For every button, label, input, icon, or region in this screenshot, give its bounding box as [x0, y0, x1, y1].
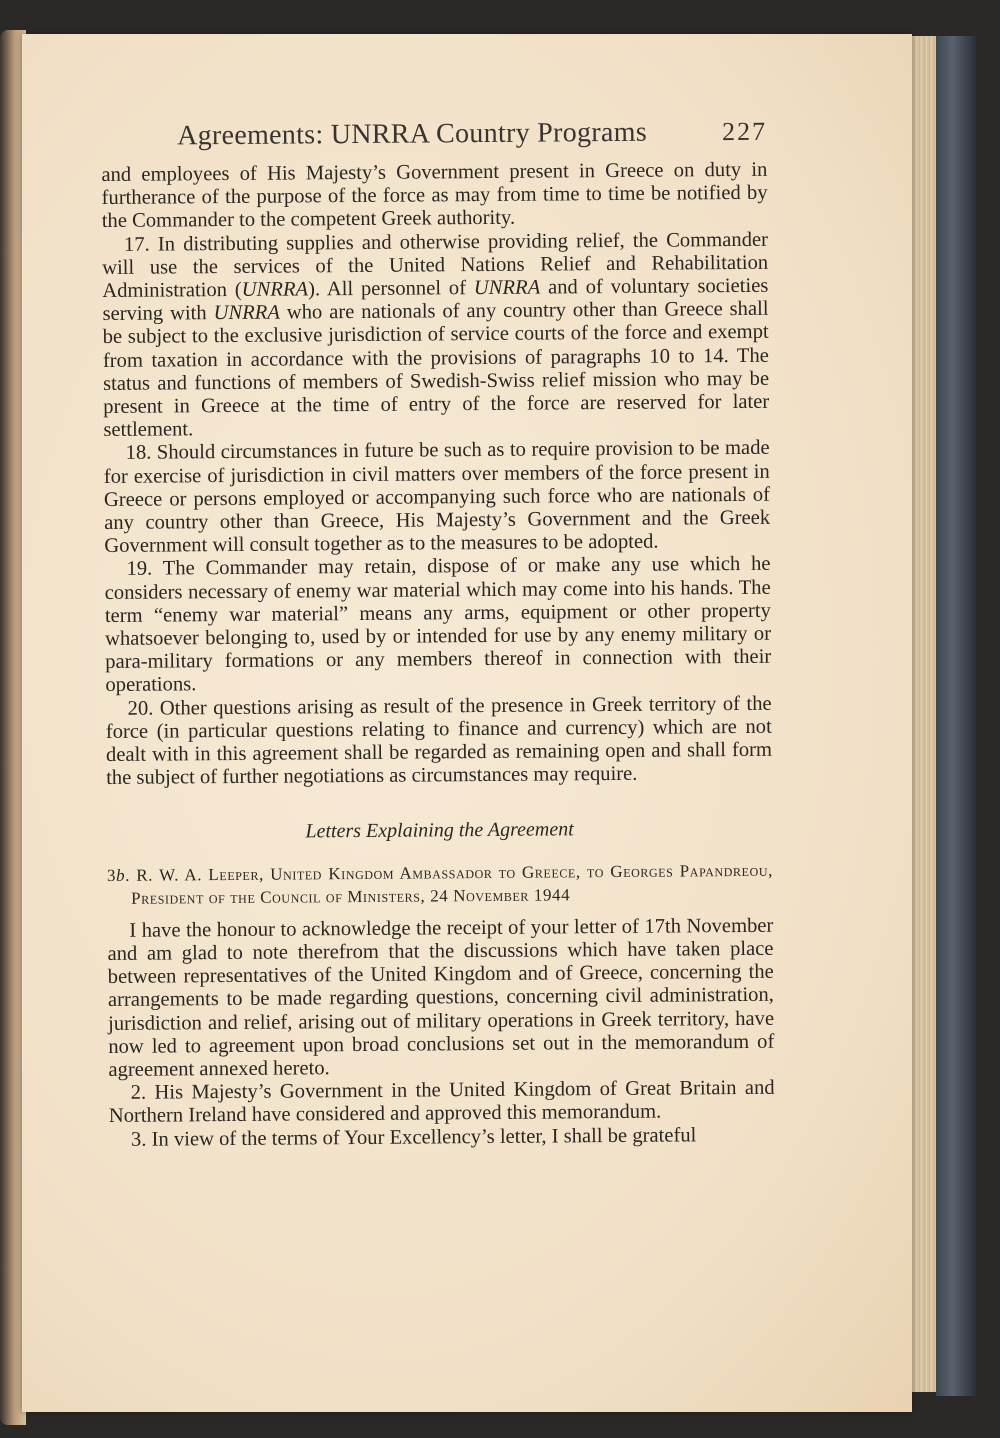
- running-title: Agreements: UNRRA Country Programs: [177, 116, 648, 152]
- paragraph-18: 18. Should circumstances in future be such as to require provision to be made for exercise of jurisdiction in civil matters over members of the force present in Greece or persons employed or accompanying such force who are nationals of any country other than Greece, His Majesty’s Government and the Greek Government will consult together as to the measures to be adopted.: [103, 437, 771, 558]
- running-head: [101, 115, 767, 154]
- paragraph-17: 17. In distributing supplies and otherwise providing relief, the Commander will use the services of the United Nations Relief and Rehabilitation Administration (UNRRA). All personnel of UNRRA and of voluntary societies serving with UNRRA who are nationals of any country other than Greece shall be subject to the exclusive jurisdiction of service courts of the force and exempt from taxation in accordance with the provisions of paragraphs 10 to 14. The status and functions of members of Swedish-Swiss relief mission who may be present in Greece at the time of entry of the force are reserved for later settlement.: [102, 228, 770, 442]
- paragraph-20: 20. Other questions arising as result of the presence in Greek territory of the force (in particular questions relating to finance and currency) which are not dealt with in this agreement shall be regarded as remaining open and shall form the subject of further negotiations as circumstances may require.: [105, 692, 773, 790]
- letter-paragraph-2: 2. His Majesty’s Government in the United Kingdom of Great Britain and Northern Ireland have considered and approved this memorandum.: [108, 1076, 775, 1128]
- document-heading: [107, 858, 773, 909]
- book-cover-edge: [936, 36, 976, 1396]
- page-number: 227: [721, 116, 768, 147]
- paragraph-19: 19. The Commander may retain, dispose of or make any use which he considers necessary of enemy war material which may come into his hands. The term “enemy war material” means any arms, equipment or other property whatsoever belonging to, used by or intended for use by any enemy military or para-military formations or any members thereof in connection with their operations.: [104, 553, 772, 697]
- section-heading: Letters Explaining the Agreement: [305, 818, 574, 843]
- letter-paragraph-1: I have the honour to acknowledge the receipt of your letter of 17th November and am glad to note therefrom that the discussions which have taken place between representatives of the United Kingdom and of Greece, concerning the arrangements to be made regarding questions, concerning civil administration, jurisdiction and relief, arising out of military operations in Greek territory, have now led to agreement upon broad conclusions set out in the memorandum of agreement annexed hereto.: [107, 914, 775, 1081]
- letter-paragraph-3: 3. In view of the terms of Your Excellency’s letter, I shall be grateful: [130, 1123, 697, 1151]
- document-heading-text: R. W. A. Leeper, United Kingdom Ambassador to Greece, to Georges Papandreou, President of the Council of Ministers, 24 November 1944: [131, 860, 773, 908]
- page-text-block: [101, 115, 775, 1152]
- document-number: 3b.: [106, 865, 131, 885]
- paragraph-continuation: and employees of His Majesty’s Government present in Greece on duty in furtherance of the purpose of the force as may from time to time be notified by the Commander to the competent Greek authority.: [101, 158, 768, 233]
